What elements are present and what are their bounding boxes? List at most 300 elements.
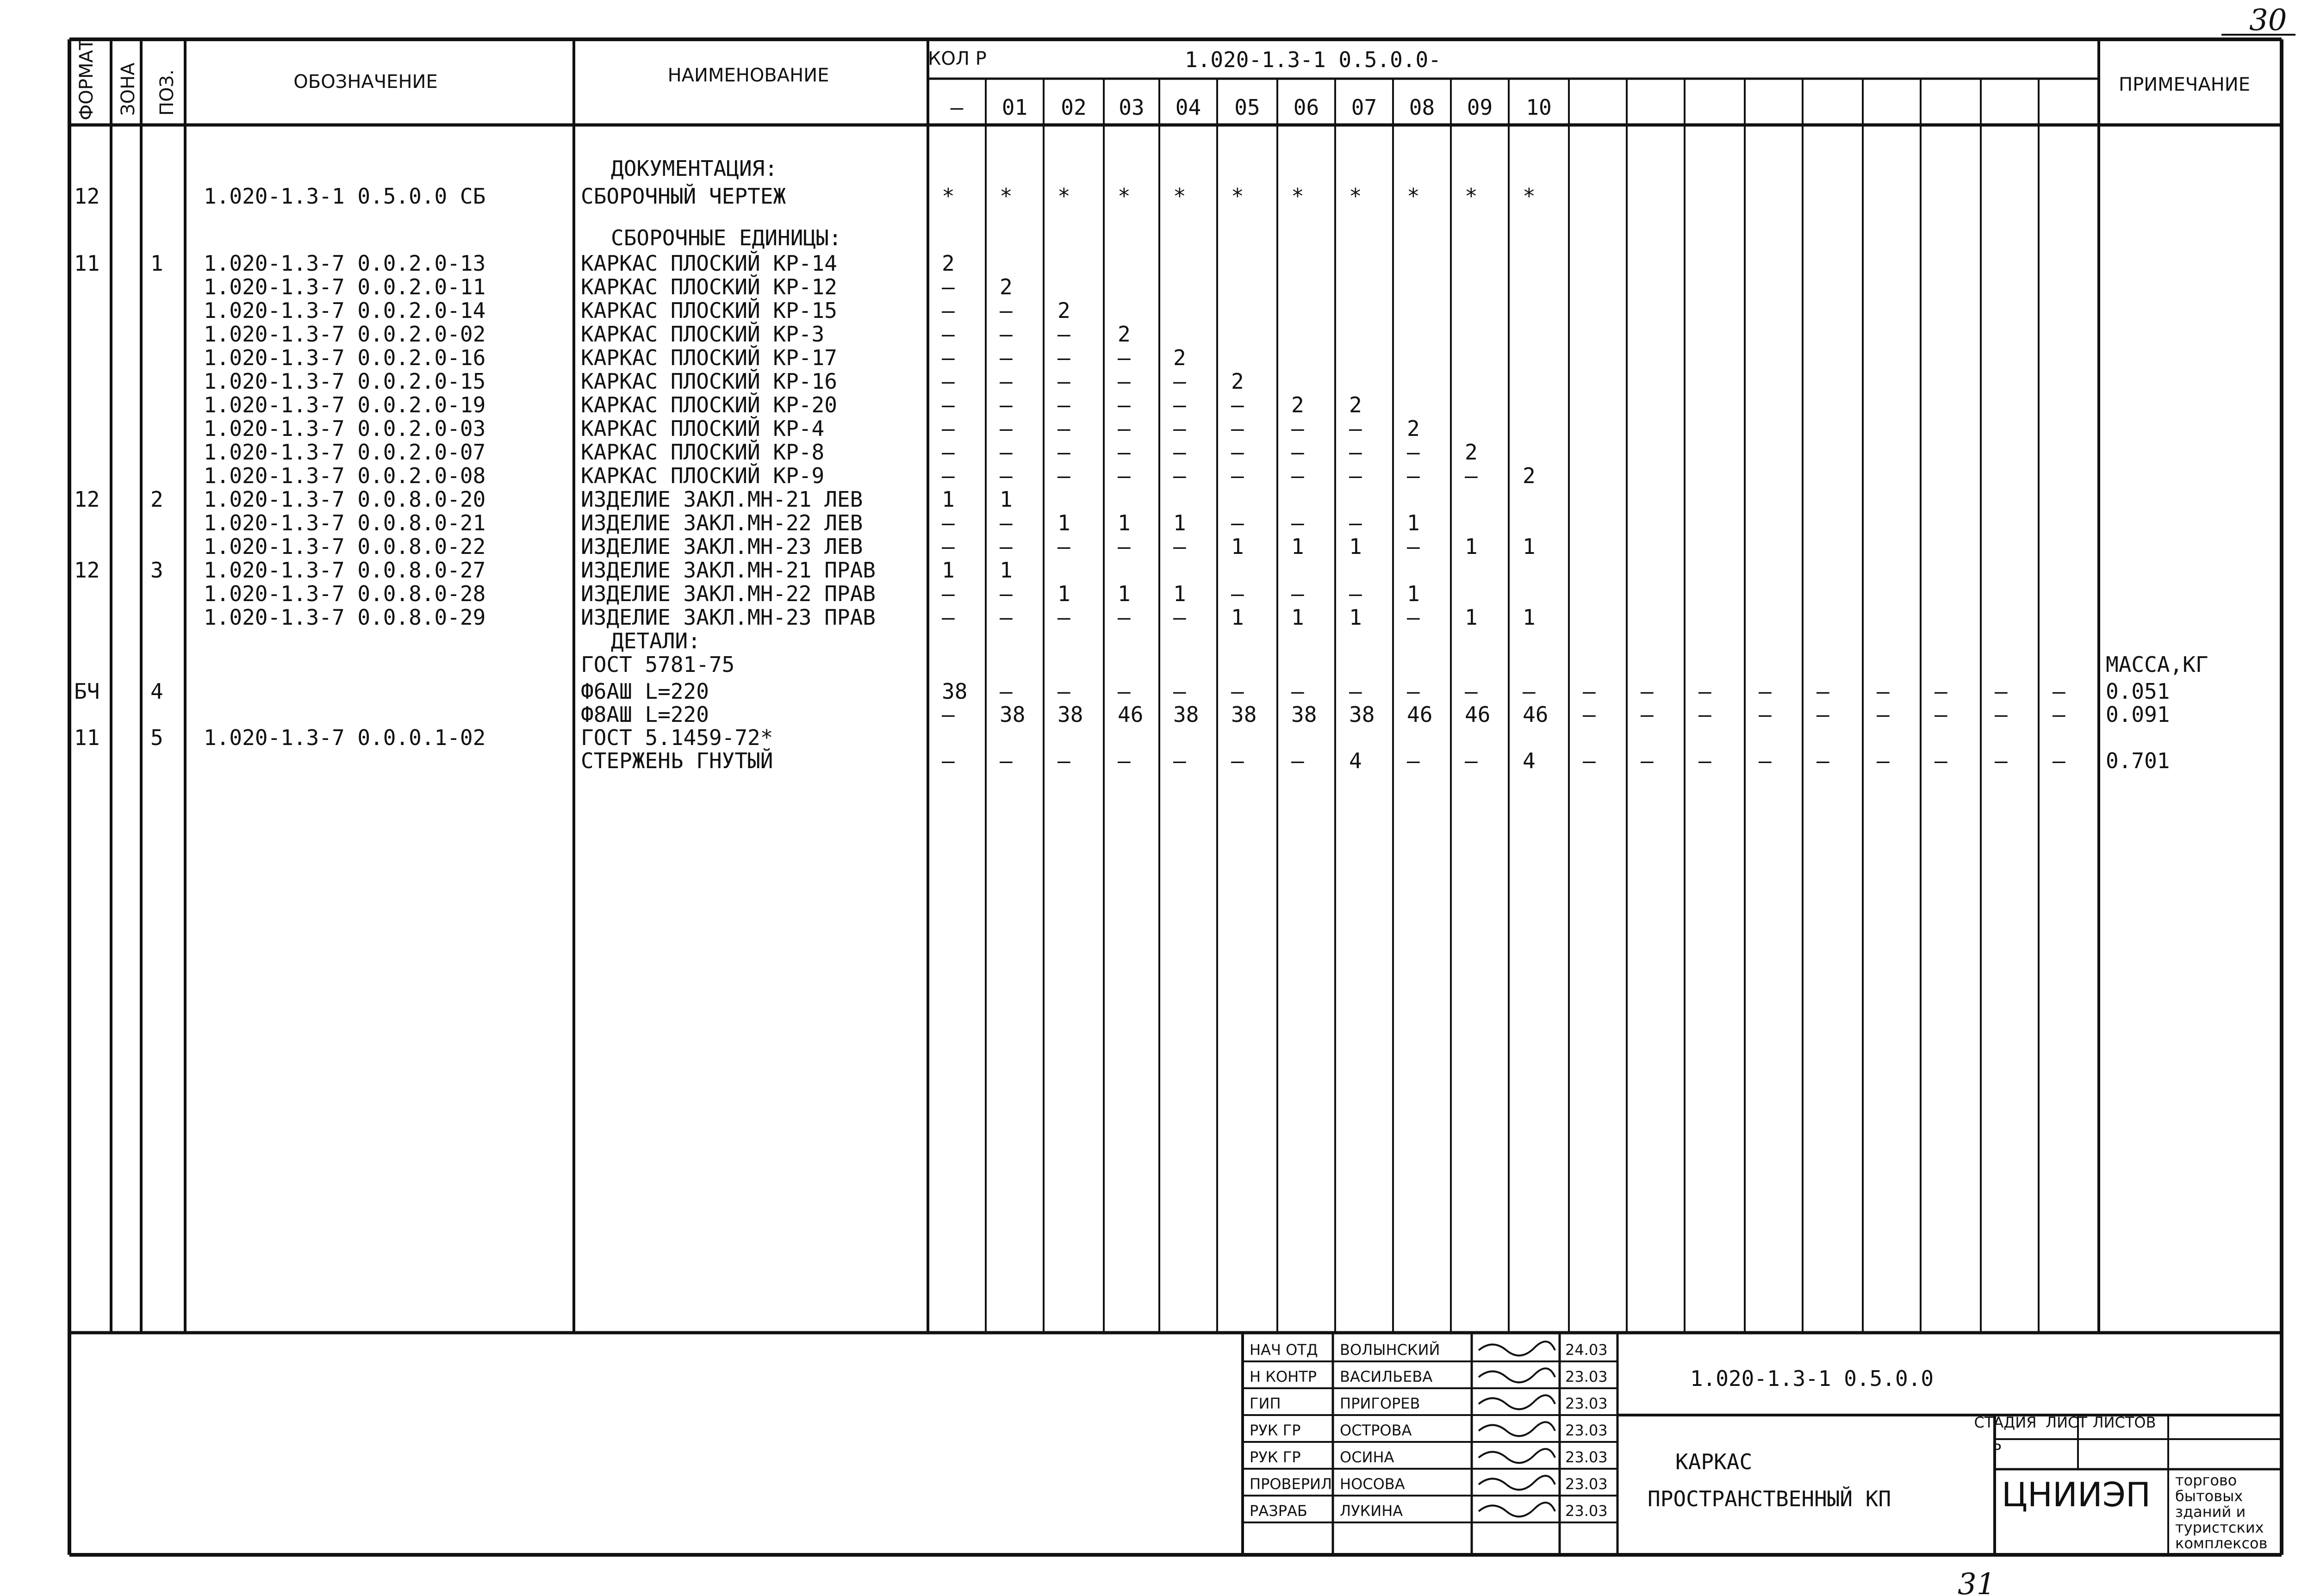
row-qty: – xyxy=(1118,392,1131,417)
row-qty: – xyxy=(1000,440,1013,465)
row-qty: 38 xyxy=(942,679,968,704)
spec-row xyxy=(611,628,701,653)
row-qty: 2 xyxy=(1057,298,1070,323)
signer-role: РАЗРАБ xyxy=(1250,1502,1307,1520)
row-qty: – xyxy=(1698,702,1711,727)
row-qty: – xyxy=(942,510,955,535)
row-position: 5 xyxy=(150,725,163,750)
row-qty: – xyxy=(1935,702,1947,727)
signer-role: НАЧ ОТД xyxy=(1250,1341,1318,1359)
signer-row xyxy=(1250,1395,1608,1412)
signer-date: 23.03 xyxy=(1565,1422,1608,1439)
row-qty: 1 xyxy=(1349,534,1362,559)
row-qty: 4 xyxy=(1349,748,1362,773)
row-qty: – xyxy=(2053,679,2065,704)
row-designation: 1.020-1.3-7 0.0.2.0-16 xyxy=(204,345,486,370)
signature-scribble xyxy=(1479,1476,1555,1490)
row-qty: – xyxy=(1000,534,1013,559)
row-qty: * xyxy=(1407,184,1420,209)
signature-scribble xyxy=(1479,1422,1555,1436)
signer-name: ОСТРОВА xyxy=(1340,1422,1412,1439)
row-qty: * xyxy=(1523,184,1536,209)
row-qty: 1 xyxy=(1118,510,1131,535)
row-qty: – xyxy=(942,440,955,465)
row-qty: – xyxy=(1407,534,1420,559)
row-qty: – xyxy=(1583,748,1596,773)
spec-row xyxy=(204,274,1013,299)
spec-row xyxy=(581,748,2170,773)
row-qty: 1 xyxy=(1173,510,1186,535)
row-qty: 1 xyxy=(1057,581,1070,606)
row-qty: 2 xyxy=(1231,369,1244,394)
row-qty: – xyxy=(1231,510,1244,535)
row-qty: 1 xyxy=(1291,605,1304,630)
row-qty: – xyxy=(1465,463,1478,488)
row-designation: 1.020-1.3-7 0.0.2.0-19 xyxy=(204,392,486,417)
signer-name: ПРИГОРЕВ xyxy=(1340,1395,1420,1412)
variant-header: 03 xyxy=(1119,95,1145,120)
spec-row xyxy=(204,581,1420,606)
row-qty: * xyxy=(942,184,955,209)
row-qty: – xyxy=(1231,416,1244,441)
row-designation: 1.020-1.3-7 0.0.8.0-21 xyxy=(204,510,486,535)
row-qty: – xyxy=(1877,748,1890,773)
row-qty: – xyxy=(1935,748,1947,773)
row-qty: * xyxy=(1173,184,1186,209)
row-name: КАРКАС ПЛОСКИЙ КР-20 xyxy=(581,392,837,417)
row-designation: 1.020-1.3-7 0.0.8.0-29 xyxy=(204,605,486,630)
page-number-bottom: 31 xyxy=(1958,1567,1996,1596)
signer-name: ВАСИЛЬЕВА xyxy=(1340,1368,1433,1385)
row-qty: – xyxy=(1523,679,1536,704)
row-designation: 1.020-1.3-7 0.0.2.0-13 xyxy=(204,251,486,276)
row-qty: 38 xyxy=(1173,702,1199,727)
row-position: 2 xyxy=(150,487,163,512)
row-qty: – xyxy=(1231,748,1244,773)
row-qty: – xyxy=(1291,679,1304,704)
row-qty: – xyxy=(942,702,955,727)
row-designation: 1.020-1.3-7 0.0.8.0-27 xyxy=(204,558,486,583)
row-qty: – xyxy=(1000,345,1013,370)
row-qty: – xyxy=(1231,440,1244,465)
row-qty: – xyxy=(1231,463,1244,488)
signature-scribble xyxy=(1479,1449,1555,1463)
row-qty: – xyxy=(1118,345,1131,370)
row-qty: – xyxy=(1465,679,1478,704)
row-qty: – xyxy=(1407,440,1420,465)
signer-date: 23.03 xyxy=(1565,1448,1608,1466)
row-qty: * xyxy=(1291,184,1304,209)
spec-row xyxy=(204,440,1478,465)
row-name: ИЗДЕЛИЕ ЗАКЛ.МН-21 ПРАВ xyxy=(581,558,876,583)
signer-row xyxy=(1250,1368,1608,1385)
row-qty: – xyxy=(942,416,955,441)
row-qty: 1 xyxy=(1231,605,1244,630)
row-qty: – xyxy=(942,274,955,299)
row-qty: – xyxy=(942,322,955,347)
row-qty: – xyxy=(1583,702,1596,727)
row-qty: – xyxy=(1935,679,1947,704)
row-qty: – xyxy=(1349,510,1362,535)
row-designation: 1.020-1.3-7 0.0.2.0-15 xyxy=(204,369,486,394)
variant-header: 07 xyxy=(1351,95,1377,120)
row-qty: 1 xyxy=(1231,534,1244,559)
row-qty: – xyxy=(1349,463,1362,488)
row-qty: 46 xyxy=(1465,702,1491,727)
spec-row xyxy=(204,416,1420,441)
signer-date: 24.03 xyxy=(1565,1341,1608,1359)
row-qty: 1 xyxy=(1057,510,1070,535)
row-qty: – xyxy=(1000,322,1013,347)
row-qty: – xyxy=(1057,440,1070,465)
row-designation: 1.020-1.3-7 0.0.2.0-14 xyxy=(204,298,486,323)
row-qty: – xyxy=(1000,605,1013,630)
row-qty: – xyxy=(1877,679,1890,704)
qty-header: КОЛ Р xyxy=(928,48,987,69)
org-subtitle-line: зданий и xyxy=(2175,1503,2246,1521)
row-qty: – xyxy=(1759,748,1772,773)
signer-row xyxy=(1250,1448,1608,1466)
spec-row xyxy=(204,369,1244,394)
spec-row xyxy=(611,225,842,250)
row-qty: – xyxy=(1349,679,1362,704)
row-qty: 38 xyxy=(1000,702,1026,727)
spec-row xyxy=(204,510,1420,535)
row-qty: – xyxy=(1231,581,1244,606)
row-qty: – xyxy=(1057,534,1070,559)
row-qty: – xyxy=(942,463,955,488)
row-qty: 1 xyxy=(1523,605,1536,630)
row-qty: – xyxy=(1173,392,1186,417)
signer-role: Н КОНТР xyxy=(1250,1368,1317,1385)
row-qty: – xyxy=(942,392,955,417)
row-format: 11 xyxy=(74,725,100,750)
row-qty: 1 xyxy=(1407,581,1420,606)
row-designation: 1.020-1.3-7 0.0.2.0-07 xyxy=(204,440,486,465)
row-qty: – xyxy=(1407,748,1420,773)
row-qty: – xyxy=(942,369,955,394)
row-qty: – xyxy=(1173,369,1186,394)
row-qty: 1 xyxy=(942,558,955,583)
row-qty: * xyxy=(1057,184,1070,209)
signer-date: 23.03 xyxy=(1565,1475,1608,1493)
row-name: КАРКАС ПЛОСКИЙ КР-12 xyxy=(581,274,837,299)
row-name: ИЗДЕЛИЕ ЗАКЛ.МН-21 ЛЕВ xyxy=(581,487,863,512)
row-name: КАРКАС ПЛОСКИЙ КР-14 xyxy=(581,251,837,276)
row-qty: * xyxy=(1118,184,1131,209)
signer-row xyxy=(1250,1475,1608,1493)
row-qty: – xyxy=(1407,463,1420,488)
signature-scribble xyxy=(1479,1368,1555,1382)
row-format: 11 xyxy=(74,251,100,276)
row-name: КАРКАС ПЛОСКИЙ КР-9 xyxy=(581,463,825,488)
row-qty: – xyxy=(1816,702,1829,727)
stamp-title-line2: ПРОСТРАНСТВЕННЫЙ КП xyxy=(1648,1486,1891,1511)
row-qty: 1 xyxy=(1523,534,1536,559)
spec-row xyxy=(74,487,1013,512)
row-qty: – xyxy=(1173,748,1186,773)
row-qty: – xyxy=(1057,679,1070,704)
row-position: 3 xyxy=(150,558,163,583)
row-qty: 1 xyxy=(1465,534,1478,559)
row-designation: 1.020-1.3-7 0.0.2.0-08 xyxy=(204,463,486,488)
row-qty: – xyxy=(1000,463,1013,488)
signer-date: 23.03 xyxy=(1565,1395,1608,1412)
row-qty: – xyxy=(1000,416,1013,441)
row-name: СБОРОЧНЫЙ ЧЕРТЕЖ xyxy=(581,184,786,209)
row-qty: – xyxy=(1291,440,1304,465)
row-qty: 2 xyxy=(1118,322,1131,347)
spec-row xyxy=(204,322,1131,347)
row-name: ИЗДЕЛИЕ ЗАКЛ.МН-22 ЛЕВ xyxy=(581,510,863,535)
row-name: ИЗДЕЛИЕ ЗАКЛ.МН-23 ЛЕВ xyxy=(581,534,863,559)
signature-scribble xyxy=(1479,1341,1555,1355)
row-qty: – xyxy=(1057,463,1070,488)
row-name: КАРКАС ПЛОСКИЙ КР-16 xyxy=(581,369,837,394)
row-qty: 38 xyxy=(1231,702,1257,727)
row-qty: – xyxy=(1995,748,2008,773)
row-qty: 38 xyxy=(1291,702,1317,727)
row-designation: 1.020-1.3-7 0.0.0.1-02 xyxy=(204,725,486,750)
row-qty: – xyxy=(1349,581,1362,606)
signer-role: РУК ГР xyxy=(1250,1422,1301,1439)
org-name: ЦНИИЭП xyxy=(2002,1475,2151,1514)
variant-header: 01 xyxy=(1001,95,1028,120)
org-subtitle-line: туристских xyxy=(2175,1519,2264,1536)
row-qty: 2 xyxy=(1523,463,1536,488)
row-qty: – xyxy=(1000,392,1013,417)
row-note: МАССА,КГ xyxy=(2106,652,2208,677)
row-name: Ф6АШ L=220 xyxy=(581,679,709,704)
page-number-top: 30 xyxy=(2249,3,2287,37)
row-qty: – xyxy=(1057,392,1070,417)
org-subtitle-line: торгово xyxy=(2175,1472,2237,1489)
row-qty: – xyxy=(1118,748,1131,773)
row-name: ДЕТАЛИ: xyxy=(611,628,701,653)
row-qty: – xyxy=(1759,679,1772,704)
qty-doc-header: 1.020-1.3-1 0.5.0.0- xyxy=(1185,47,1441,72)
signer-role: ГИП xyxy=(1250,1395,1281,1412)
row-qty: – xyxy=(2053,702,2065,727)
spec-row xyxy=(204,392,1362,417)
row-name: Ф8АШ L=220 xyxy=(581,702,709,727)
row-name: КАРКАС ПЛОСКИЙ КР-8 xyxy=(581,440,825,465)
row-designation: 1.020-1.3-1 0.5.0.0 СБ xyxy=(204,184,486,209)
format-header: ФОРМАТ xyxy=(76,38,97,120)
row-qty: – xyxy=(1057,605,1070,630)
row-qty: * xyxy=(1349,184,1362,209)
row-qty: 1 xyxy=(942,487,955,512)
pos-header: ПОЗ. xyxy=(156,69,178,116)
row-qty: * xyxy=(1231,184,1244,209)
row-qty: 1 xyxy=(1407,510,1420,535)
row-qty: – xyxy=(1291,416,1304,441)
row-qty: – xyxy=(1173,463,1186,488)
row-qty: – xyxy=(1816,748,1829,773)
signer-name: ОСИНА xyxy=(1340,1448,1394,1466)
notes-header: ПРИМЕЧАНИЕ xyxy=(2119,74,2250,95)
row-name: КАРКАС ПЛОСКИЙ КР-4 xyxy=(581,416,825,441)
row-qty: – xyxy=(1173,605,1186,630)
row-designation: 1.020-1.3-7 0.0.2.0-03 xyxy=(204,416,486,441)
row-name: СБОРОЧНЫЕ ЕДИНИЦЫ: xyxy=(611,225,842,250)
row-qty: – xyxy=(1291,748,1304,773)
signer-row xyxy=(1250,1422,1608,1439)
row-qty: – xyxy=(1118,605,1131,630)
variant-header: 06 xyxy=(1293,95,1319,120)
row-qty: 1 xyxy=(1349,605,1362,630)
signature-scribble xyxy=(1479,1395,1555,1409)
signer-date: 23.03 xyxy=(1565,1502,1608,1520)
sheets-header: ЛИСТОВ xyxy=(2092,1414,2156,1431)
row-designation: 1.020-1.3-7 0.0.8.0-28 xyxy=(204,581,486,606)
row-name: ГОСТ 5.1459-72* xyxy=(581,725,773,750)
spec-row xyxy=(204,345,1186,370)
signer-date: 23.03 xyxy=(1565,1368,1608,1385)
row-position: 1 xyxy=(150,251,163,276)
row-format: 12 xyxy=(74,487,100,512)
row-qty: 1 xyxy=(1173,581,1186,606)
row-qty: – xyxy=(1698,748,1711,773)
row-note: 0.091 xyxy=(2106,702,2170,727)
row-qty: – xyxy=(1000,510,1013,535)
row-qty: – xyxy=(942,748,955,773)
stage-header: СТАДИЯ xyxy=(1974,1414,2037,1431)
stamp-title-line1: КАРКАС xyxy=(1675,1449,1753,1474)
spec-row xyxy=(74,184,1536,209)
row-qty: – xyxy=(1641,748,1654,773)
spec-row xyxy=(74,679,2170,704)
row-qty: – xyxy=(1000,679,1013,704)
sheet-header: ЛИСТ xyxy=(2046,1414,2087,1431)
row-qty: – xyxy=(1118,534,1131,559)
row-qty: – xyxy=(1231,679,1244,704)
row-qty: – xyxy=(1173,534,1186,559)
row-qty: 46 xyxy=(1523,702,1549,727)
row-name: ДОКУМЕНТАЦИЯ: xyxy=(611,156,778,181)
row-format: 12 xyxy=(74,184,100,209)
name-header: НАИМЕНОВАНИЕ xyxy=(667,65,829,86)
row-qty: 46 xyxy=(1118,702,1144,727)
spec-row xyxy=(611,156,778,181)
row-note: 0.701 xyxy=(2106,748,2170,773)
row-qty: 1 xyxy=(1291,534,1304,559)
row-qty: – xyxy=(1995,679,2008,704)
row-qty: 2 xyxy=(942,251,955,276)
spec-row xyxy=(581,702,2170,727)
row-qty: – xyxy=(1407,605,1420,630)
signer-name: ВОЛЫНСКИЙ xyxy=(1340,1341,1440,1359)
row-qty: – xyxy=(942,298,955,323)
row-format: БЧ xyxy=(74,679,100,704)
row-name: КАРКАС ПЛОСКИЙ КР-17 xyxy=(581,345,837,370)
row-qty: – xyxy=(1877,702,1890,727)
row-qty: 1 xyxy=(1118,581,1131,606)
stamp-doc-code: 1.020-1.3-1 0.5.0.0 xyxy=(1690,1366,1934,1391)
row-qty: – xyxy=(942,581,955,606)
row-qty: – xyxy=(1000,748,1013,773)
row-qty: 2 xyxy=(1465,440,1478,465)
row-qty: – xyxy=(1407,679,1420,704)
row-qty: 1 xyxy=(1465,605,1478,630)
row-qty: – xyxy=(1118,679,1131,704)
row-designation: 1.020-1.3-7 0.0.2.0-02 xyxy=(204,322,486,347)
spec-row xyxy=(74,558,1013,583)
signer-role: РУК ГР xyxy=(1250,1448,1301,1466)
signer-name: ЛУКИНА xyxy=(1340,1502,1403,1520)
row-qty: – xyxy=(1995,702,2008,727)
row-qty: 2 xyxy=(1173,345,1186,370)
row-qty: 2 xyxy=(1000,274,1013,299)
row-qty: – xyxy=(1057,416,1070,441)
row-name: СТЕРЖЕНЬ ГНУТЫЙ xyxy=(581,748,773,773)
signer-name: НОСОВА xyxy=(1340,1475,1405,1493)
spec-row xyxy=(74,725,773,750)
row-format: 12 xyxy=(74,558,100,583)
row-qty: – xyxy=(1291,581,1304,606)
row-qty: – xyxy=(1349,416,1362,441)
row-qty: – xyxy=(1759,702,1772,727)
row-designation: 1.020-1.3-7 0.0.8.0-20 xyxy=(204,487,486,512)
variant-header: 10 xyxy=(1526,95,1552,120)
row-qty: – xyxy=(1349,440,1362,465)
row-qty: – xyxy=(1173,679,1186,704)
row-qty: 46 xyxy=(1407,702,1433,727)
row-qty: 2 xyxy=(1349,392,1362,417)
row-qty: – xyxy=(1000,581,1013,606)
org-subtitle-line: бытовых xyxy=(2175,1487,2243,1505)
row-qty: 1 xyxy=(1000,487,1013,512)
row-position: 4 xyxy=(150,679,163,704)
row-qty: 2 xyxy=(1291,392,1304,417)
row-qty: – xyxy=(1465,748,1478,773)
row-name: ИЗДЕЛИЕ ЗАКЛ.МН-23 ПРАВ xyxy=(581,605,876,630)
row-qty: 4 xyxy=(1523,748,1536,773)
row-qty: – xyxy=(942,345,955,370)
variant-header: – xyxy=(950,95,964,120)
row-designation: 1.020-1.3-7 0.0.2.0-11 xyxy=(204,274,486,299)
row-name: ГОСТ 5781-75 xyxy=(581,652,735,677)
row-qty: – xyxy=(1000,369,1013,394)
row-name: ИЗДЕЛИЕ ЗАКЛ.МН-22 ПРАВ xyxy=(581,581,876,606)
row-qty: * xyxy=(1000,184,1013,209)
signature-scribble xyxy=(1479,1503,1555,1516)
org-subtitle-line: комплексов xyxy=(2175,1534,2268,1552)
row-qty: – xyxy=(1057,345,1070,370)
row-qty: 38 xyxy=(1057,702,1083,727)
variant-header: 05 xyxy=(1234,95,1260,120)
row-note: 0.051 xyxy=(2106,679,2170,704)
row-qty: – xyxy=(1816,679,1829,704)
row-qty: – xyxy=(1057,369,1070,394)
row-qty: – xyxy=(1698,679,1711,704)
row-qty: – xyxy=(1231,392,1244,417)
row-qty: – xyxy=(1057,322,1070,347)
row-qty: – xyxy=(1118,416,1131,441)
row-qty: – xyxy=(1641,679,1654,704)
row-qty: 2 xyxy=(1407,416,1420,441)
stage-value: Р xyxy=(1992,1441,2002,1458)
row-qty: – xyxy=(1173,416,1186,441)
zone-header: ЗОНА xyxy=(118,62,139,116)
row-qty: 38 xyxy=(1349,702,1375,727)
row-qty: – xyxy=(1173,440,1186,465)
row-qty: – xyxy=(1118,369,1131,394)
row-qty: – xyxy=(942,534,955,559)
spec-row xyxy=(74,251,955,276)
row-name: КАРКАС ПЛОСКИЙ КР-3 xyxy=(581,322,825,347)
row-qty: – xyxy=(1118,463,1131,488)
